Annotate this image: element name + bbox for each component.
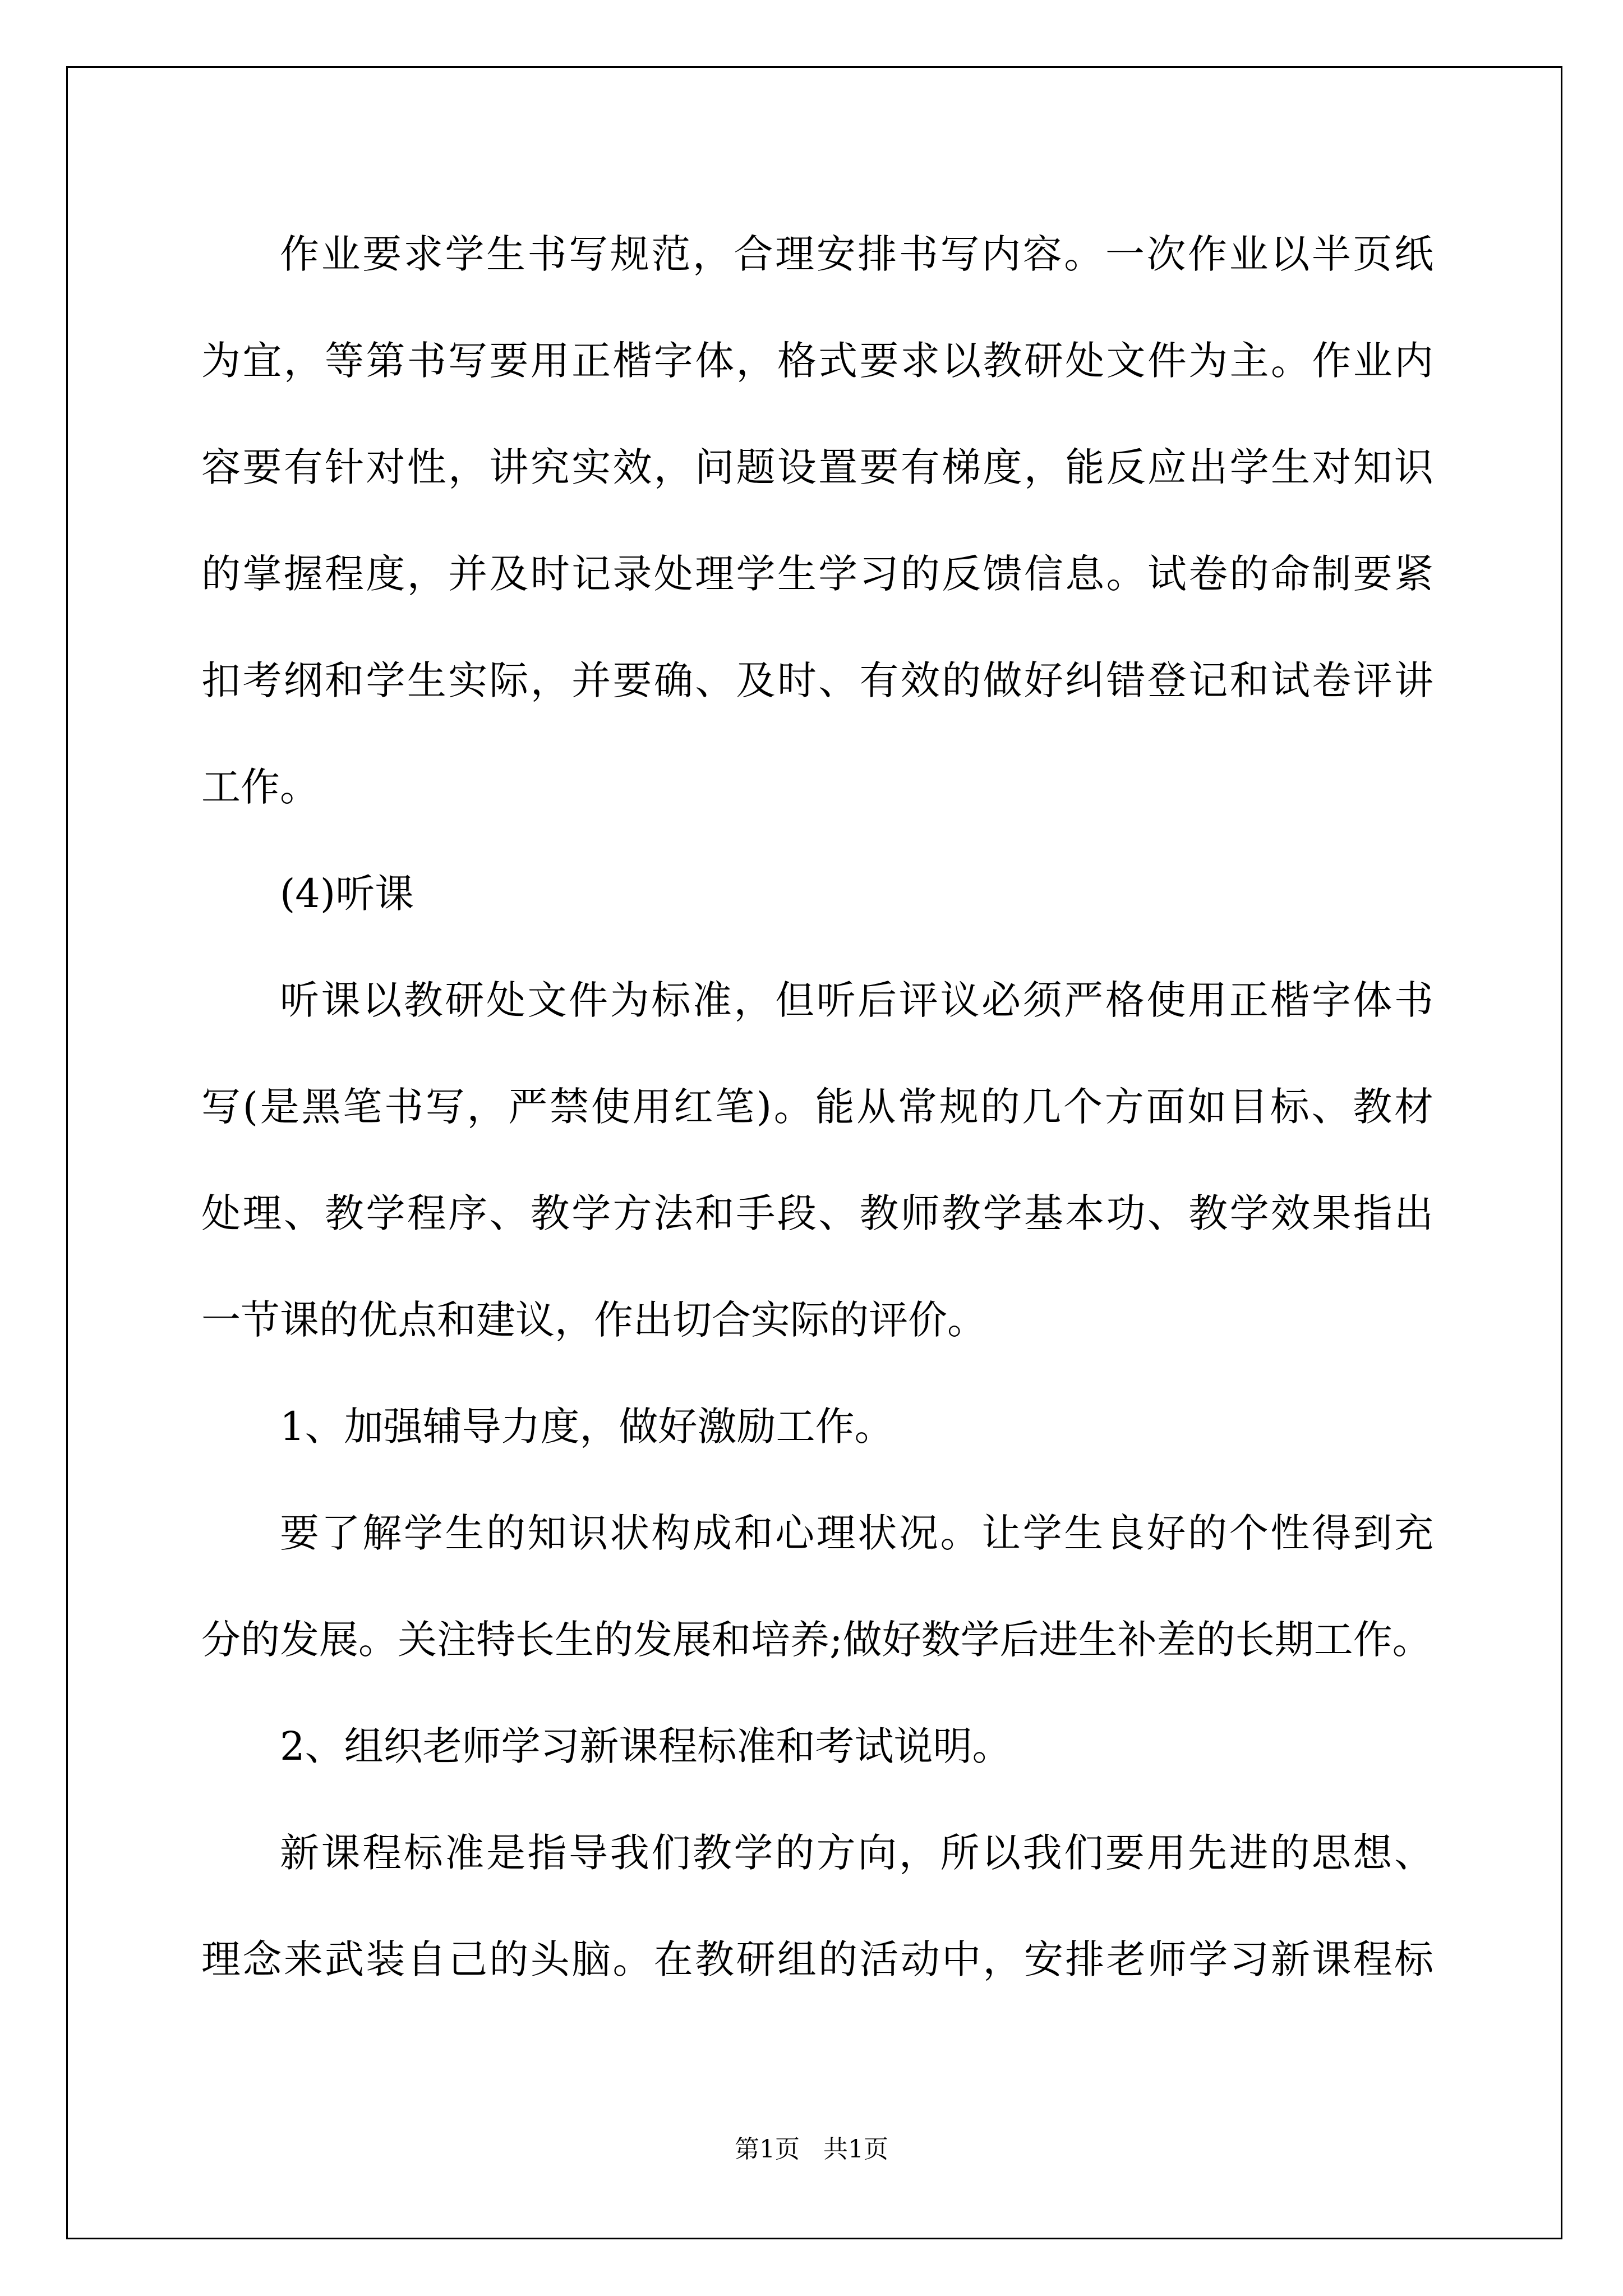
section-heading-text: (4)听课 (280, 871, 414, 917)
paragraph-line: 理念来武装自己的头脑。在教研组的活动中，安排老师学习新课程标 (201, 1936, 1433, 1982)
numbered-heading-text: 2、组织老师学习新课程标准和考试说明。 (280, 1723, 1012, 1769)
paragraph-line: 为宜，等第书写要用正楷字体，格式要求以教研处文件为主。作业内 (201, 338, 1433, 384)
paragraph-line: 听课以教研处文件为标准，但听后评议必须严格使用正楷字体书 (280, 977, 1433, 1023)
numbered-heading-text: 1、加强辅导力度，做好激励工作。 (280, 1404, 894, 1450)
paragraph-line: 扣考纲和学生实际，并要确、及时、有效的做好纠错登记和试卷评讲 (201, 657, 1433, 703)
paragraph-line: 要了解学生的知识状构成和心理状况。让学生良好的个性得到充 (280, 1510, 1433, 1556)
paragraph-line: 写(是黑笔书写，严禁使用红笔)。能从常规的几个方面如目标、教材 (201, 1084, 1433, 1130)
paragraph-line: 分的发展。关注特长生的发展和培养;做好数学后进生补差的长期工作。 (201, 1617, 1432, 1663)
document-body (201, 201, 1433, 2013)
paragraph (201, 1480, 1433, 1693)
paragraph-line: 的掌握程度，并及时记录处理学生学习的反馈信息。试卷的命制要紧 (201, 551, 1433, 597)
paragraph (201, 947, 1433, 1373)
paragraph-line: 一节课的优点和建议，作出切合实际的评价。 (201, 1297, 986, 1343)
paragraph-line: 处理、教学程序、教学方法和手段、教师教学基本功、教学效果指出 (201, 1190, 1433, 1236)
numbered-heading (201, 1373, 1433, 1480)
paragraph-line: 新课程标准是指导我们教学的方向，所以我们要用先进的思想、 (280, 1830, 1433, 1876)
paragraph-line: 容要有针对性，讲究实效，问题设置要有梯度，能反应出学生对知识 (201, 444, 1433, 490)
paragraph (201, 201, 1433, 840)
paragraph (201, 1800, 1433, 2013)
section-heading (201, 840, 1433, 947)
page-number-footer: 第1页 共1页 (735, 2135, 888, 2164)
paragraph-line: 工作。 (201, 764, 319, 810)
paragraph-line: 作业要求学生书写规范，合理安排书写内容。一次作业以半页纸 (280, 231, 1433, 277)
numbered-heading (201, 1693, 1433, 1800)
